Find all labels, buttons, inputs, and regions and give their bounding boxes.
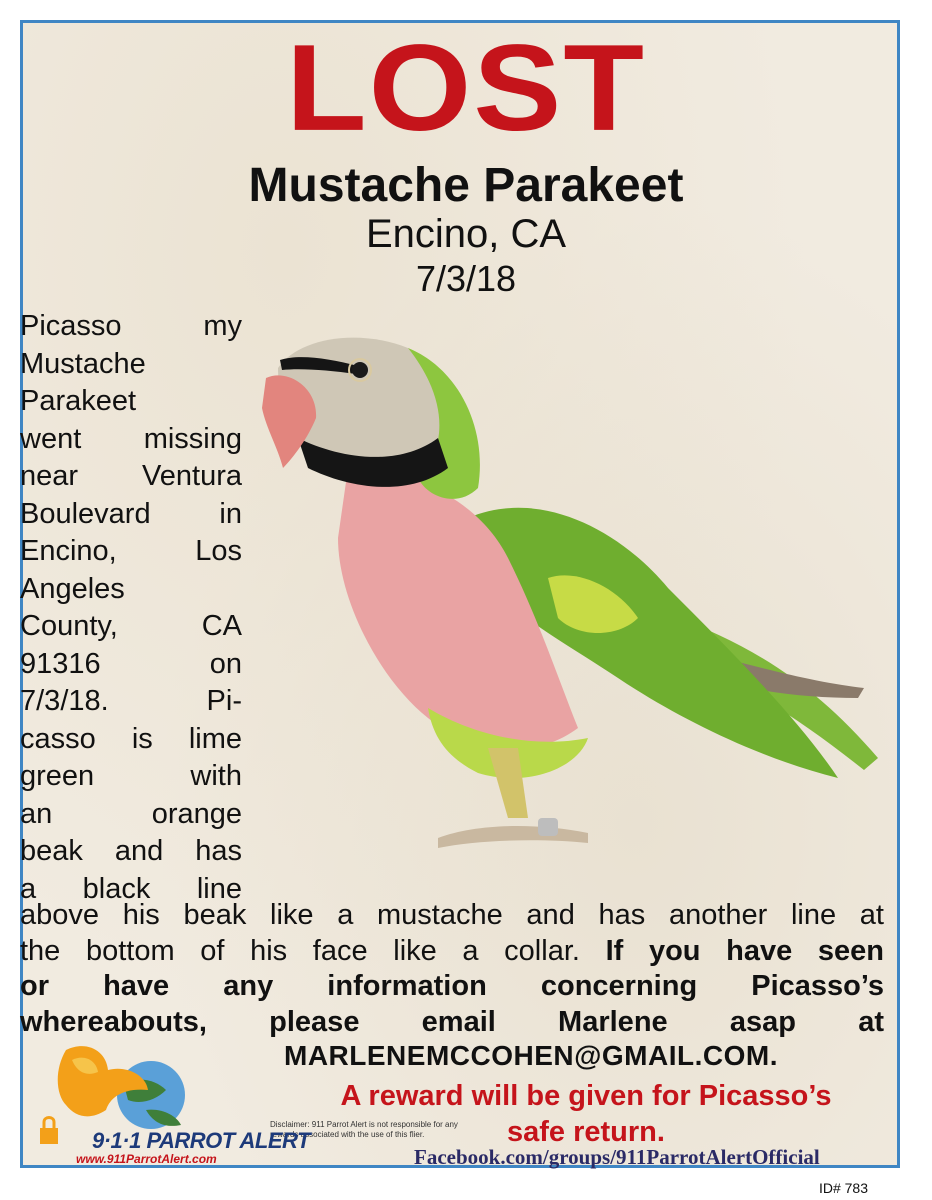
- description-line: Picasso my: [20, 310, 242, 342]
- description-line: green with: [20, 760, 242, 792]
- description-mixed-line: [20, 934, 884, 970]
- facebook-link[interactable]: Facebook.com/groups/911ParrotAlertOfficial: [414, 1145, 820, 1169]
- description-line: Boulevard in: [20, 497, 242, 530]
- description-line: Encino, Los: [20, 535, 242, 567]
- logo-wordmark: 9·1·1 PARROT ALERT: [92, 1128, 310, 1153]
- disclaimer: Disclaimer: 911 Parrot Alert is not responsible for any rewards associated with the use of this flier.: [270, 1120, 458, 1139]
- description-line: Parakeet: [20, 385, 137, 417]
- description-line: Angeles: [20, 572, 125, 605]
- description-column: [20, 308, 242, 908]
- date: 7/3/18: [415, 258, 517, 299]
- description-line: an orange: [20, 797, 242, 830]
- description-line: a black line: [20, 872, 242, 905]
- species-title: Mustache Parakeet: [248, 159, 684, 212]
- call-to-action-line: whereabouts, please email Marlene asap at: [20, 1005, 884, 1038]
- description-continued: [20, 898, 884, 1040]
- call-to-action-start: If you have seen: [605, 934, 884, 967]
- description-line: the bottom of his face like a collar.: [20, 934, 580, 967]
- logo-url: www.911ParrotAlert.com: [76, 1152, 217, 1166]
- flyer-id: ID# 783: [818, 1180, 868, 1196]
- lock-icon: [40, 1128, 58, 1144]
- description-line: 91316 on: [20, 647, 242, 680]
- description-line: above his beak like a mustache and has another line at: [20, 899, 884, 931]
- description-line: near Ventura: [20, 460, 242, 492]
- reward-line: safe return.: [507, 1116, 665, 1148]
- call-to-action-line: or have any information concerning Picasso’s: [20, 970, 884, 1002]
- parakeet-illustration: [258, 318, 898, 878]
- description-line: County, CA: [20, 610, 242, 642]
- description-line: Mustache: [20, 347, 146, 380]
- contact-email[interactable]: MARLENEMCCOHEN@GMAIL.COM.: [284, 1040, 778, 1071]
- headline: LOST: [286, 19, 646, 156]
- parakeet-leg-band: [538, 818, 558, 836]
- reward-line: A reward will be given for Picasso’s: [340, 1080, 832, 1112]
- description-line: beak and has: [20, 835, 242, 867]
- description-line: went missing: [20, 422, 242, 455]
- parakeet-eye: [352, 362, 368, 378]
- description-line: 7/3/18. Pi-: [20, 685, 242, 717]
- location: Encino, CA: [365, 212, 567, 256]
- description-line: casso is lime: [20, 722, 242, 755]
- parakeet-foot: [438, 826, 588, 848]
